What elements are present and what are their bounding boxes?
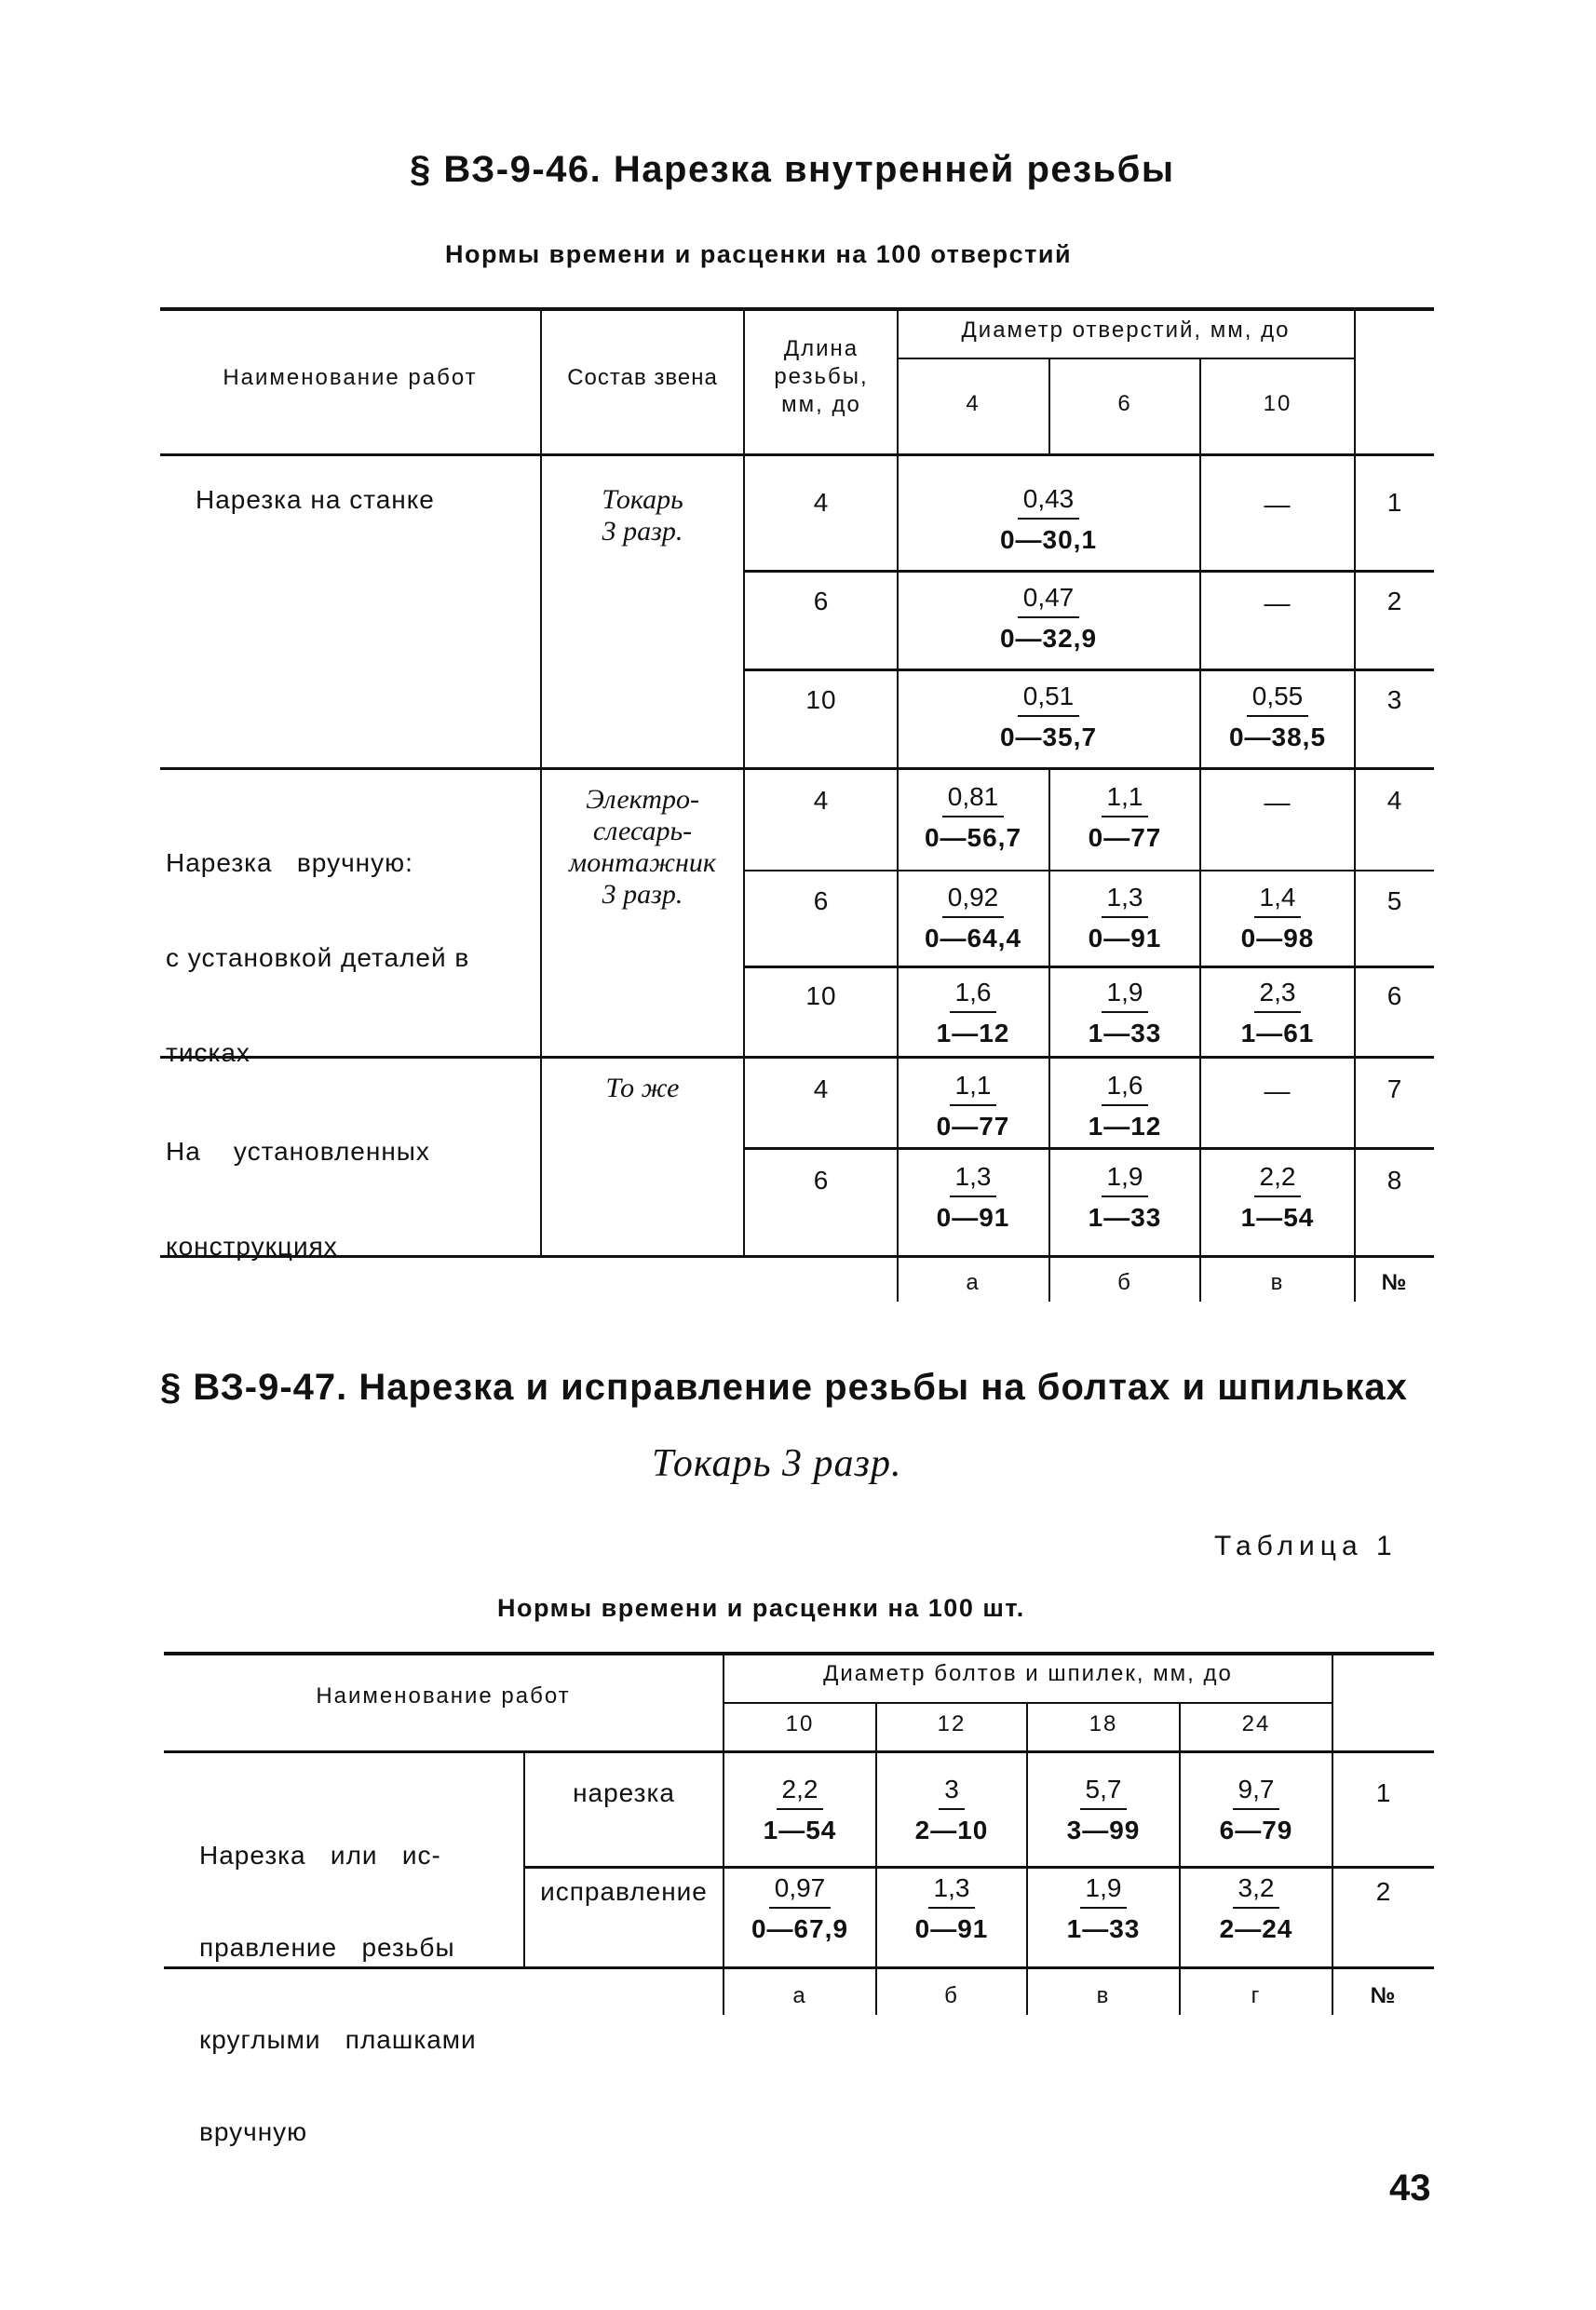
crew-line: То же [605, 1073, 680, 1103]
footer-col-c: в [1270, 1270, 1285, 1295]
header-length-line: резьбы, [774, 364, 869, 389]
t2-header-diameter: Диаметр болтов и шпилек, мм, до [823, 1661, 1233, 1686]
time-norm: 2,3 [1254, 979, 1302, 1013]
price-rate: 0—38,5 [1228, 723, 1327, 751]
price-rate: 1—54 [1240, 1203, 1315, 1232]
price-rate: 0—30,1 [999, 525, 1098, 554]
dash-cell: — [1264, 788, 1292, 817]
header-d-4: 4 [966, 391, 981, 416]
time-norm: 5,7 [1080, 1776, 1128, 1810]
price-rate: 1—12 [936, 1019, 1010, 1047]
price-rate: 0—77 [1088, 823, 1162, 852]
time-norm: 1,1 [950, 1073, 997, 1106]
section1-subtitle: Нормы времени и расценки на 100 отверстий [445, 240, 1073, 268]
price-rate: 1—33 [1088, 1019, 1162, 1047]
header-crew: Состав звена [567, 365, 718, 390]
time-norm: 9,7 [1233, 1776, 1280, 1810]
price-rate: 2—10 [914, 1816, 989, 1844]
operation-name: исправление [540, 1877, 708, 1906]
row-number: 1 [1386, 488, 1403, 517]
time-norm: 1,1 [1102, 784, 1149, 817]
time-norm: 3 [939, 1776, 965, 1810]
time-norm: 0,81 [942, 784, 1005, 817]
norm-rate-cell [1028, 1776, 1179, 1844]
crew-line: 3 разр. [602, 879, 683, 910]
price-rate: 1—12 [1088, 1112, 1162, 1141]
price-rate: 0—32,9 [999, 624, 1098, 653]
t2-header-d-10: 10 [785, 1711, 815, 1736]
norm-rate-cell [1028, 1875, 1179, 1942]
header-diameter: Диаметр отверстий, мм, до [961, 317, 1291, 343]
work-line: На установленных [166, 1137, 430, 1166]
t2-header-work-name: Наименование работ [316, 1683, 571, 1709]
section2-crew: Токарь 3 разр. [652, 1442, 902, 1485]
footer-col-no: № [1381, 1270, 1409, 1295]
work-line: конструкциях [166, 1232, 338, 1261]
footer-col-b: б [1117, 1270, 1132, 1295]
time-norm: 0,97 [769, 1875, 832, 1909]
work-line: Нарезка вручную: [166, 848, 413, 877]
t2-footer-no: № [1370, 1983, 1398, 2008]
price-rate: 0—77 [936, 1112, 1010, 1141]
t2-header-d-18: 18 [1089, 1711, 1118, 1736]
row-number: 4 [1386, 786, 1403, 815]
dash-cell: — [1264, 1076, 1292, 1105]
work-line: круглыми плашками [199, 2025, 477, 2054]
work-line: вручную [199, 2117, 308, 2146]
time-norm: 1,6 [1102, 1073, 1149, 1106]
time-norm: 1,4 [1254, 885, 1302, 918]
header-d-6: 6 [1117, 391, 1132, 416]
price-rate: 0—91 [936, 1203, 1010, 1232]
row-number: 1 [1375, 1778, 1392, 1807]
crew-line: слесарь- [592, 816, 693, 846]
row-number: 7 [1386, 1074, 1403, 1103]
time-norm: 1,3 [950, 1164, 997, 1197]
price-rate: 0—91 [914, 1914, 989, 1943]
row-number: 8 [1386, 1166, 1403, 1195]
crew-line: монтажник [569, 847, 716, 878]
thread-length: 4 [813, 786, 830, 815]
crew-line: 3 разр. [602, 516, 683, 547]
time-norm: 1,6 [950, 979, 997, 1013]
norm-rate-cell [724, 1776, 875, 1844]
thread-length: 6 [813, 1166, 830, 1195]
row-number: 2 [1375, 1877, 1392, 1906]
t2-work [199, 1778, 477, 2209]
time-norm: 2,2 [1254, 1164, 1302, 1197]
t2-header-d-24: 24 [1241, 1711, 1271, 1736]
price-rate: 0—35,7 [999, 723, 1098, 751]
norm-rate-cell [1181, 1776, 1332, 1844]
price-rate: 0—98 [1240, 924, 1315, 952]
time-norm: 2,2 [777, 1776, 824, 1810]
t2-footer-b: б [944, 1983, 959, 2008]
price-rate: 1—33 [1066, 1914, 1141, 1943]
price-rate: 0—56,7 [924, 823, 1022, 852]
time-norm: 1,9 [1102, 1164, 1149, 1197]
page-number: 43 [1389, 2168, 1431, 2209]
header-d-10: 10 [1263, 391, 1292, 416]
norm-rate-cell [1181, 1875, 1332, 1942]
section2-subtitle: Нормы времени и расценки на 100 шт. [497, 1594, 1025, 1622]
crew-line: Электро- [586, 784, 699, 815]
section1-title: § ВЗ-9-46. Нарезка внутренней резьбы [410, 149, 1175, 190]
price-rate: 1—33 [1088, 1203, 1162, 1232]
price-rate: 6—79 [1219, 1816, 1293, 1844]
header-length-line: Длина [783, 336, 859, 361]
work-line: тисках [166, 1038, 250, 1067]
t2-header-d-12: 12 [937, 1711, 967, 1736]
time-norm: 1,9 [1080, 1875, 1128, 1909]
price-rate: 3—99 [1066, 1816, 1141, 1844]
thread-length: 6 [813, 587, 830, 615]
header-work-name: Наименование работ [223, 365, 478, 390]
thread-length: 4 [813, 488, 830, 517]
time-norm: 3,2 [1233, 1875, 1280, 1909]
operation-name: нарезка [573, 1778, 675, 1807]
t2-footer-d: г [1251, 1983, 1262, 2008]
header-length-line: мм, до [781, 392, 861, 417]
price-rate: 2—24 [1219, 1914, 1293, 1943]
thread-length: 4 [813, 1074, 830, 1103]
crew-line: Токарь [602, 484, 683, 515]
price-rate: 1—61 [1240, 1019, 1315, 1047]
row-number: 2 [1386, 587, 1403, 615]
time-norm: 0,92 [942, 885, 1005, 918]
thread-length: 10 [805, 981, 837, 1010]
price-rate: 0—91 [1088, 924, 1162, 952]
time-norm: 0,51 [1018, 683, 1080, 717]
time-norm: 1,3 [1102, 885, 1149, 918]
price-rate: 1—54 [763, 1816, 837, 1844]
norm-rate-cell [877, 1875, 1026, 1942]
work-line: правление резьбы [199, 1933, 455, 1962]
table-label: Таблица 1 [1214, 1531, 1398, 1561]
thread-length: 6 [813, 886, 830, 915]
dash-cell: — [1264, 588, 1292, 617]
row-number: 3 [1386, 685, 1403, 714]
row-number: 6 [1386, 981, 1403, 1010]
row-number: 5 [1386, 886, 1403, 915]
time-norm: 1,9 [1102, 979, 1149, 1013]
time-norm: 0,47 [1018, 585, 1080, 618]
time-norm: 0,43 [1018, 486, 1080, 520]
dash-cell: — [1264, 490, 1292, 519]
price-rate: 0—67,9 [751, 1914, 849, 1943]
time-norm: 0,55 [1247, 683, 1309, 717]
time-norm: 1,3 [928, 1875, 976, 1909]
section2-title: § ВЗ-9-47. Нарезка и исправление резьбы на болтах и шпильках [160, 1367, 1408, 1408]
t2-footer-a: а [792, 1983, 807, 2008]
footer-col-a: а [966, 1270, 981, 1295]
thread-length: 10 [805, 685, 837, 714]
work-line: Нарезка на станке [196, 485, 435, 514]
norm-rate-cell [877, 1776, 1026, 1844]
t2-footer-c: в [1096, 1983, 1111, 2008]
norm-rate-cell [724, 1875, 875, 1942]
work-line: с установкой деталей в [166, 943, 470, 972]
price-rate: 0—64,4 [924, 924, 1022, 952]
work-line: Нарезка или ис- [199, 1841, 441, 1870]
